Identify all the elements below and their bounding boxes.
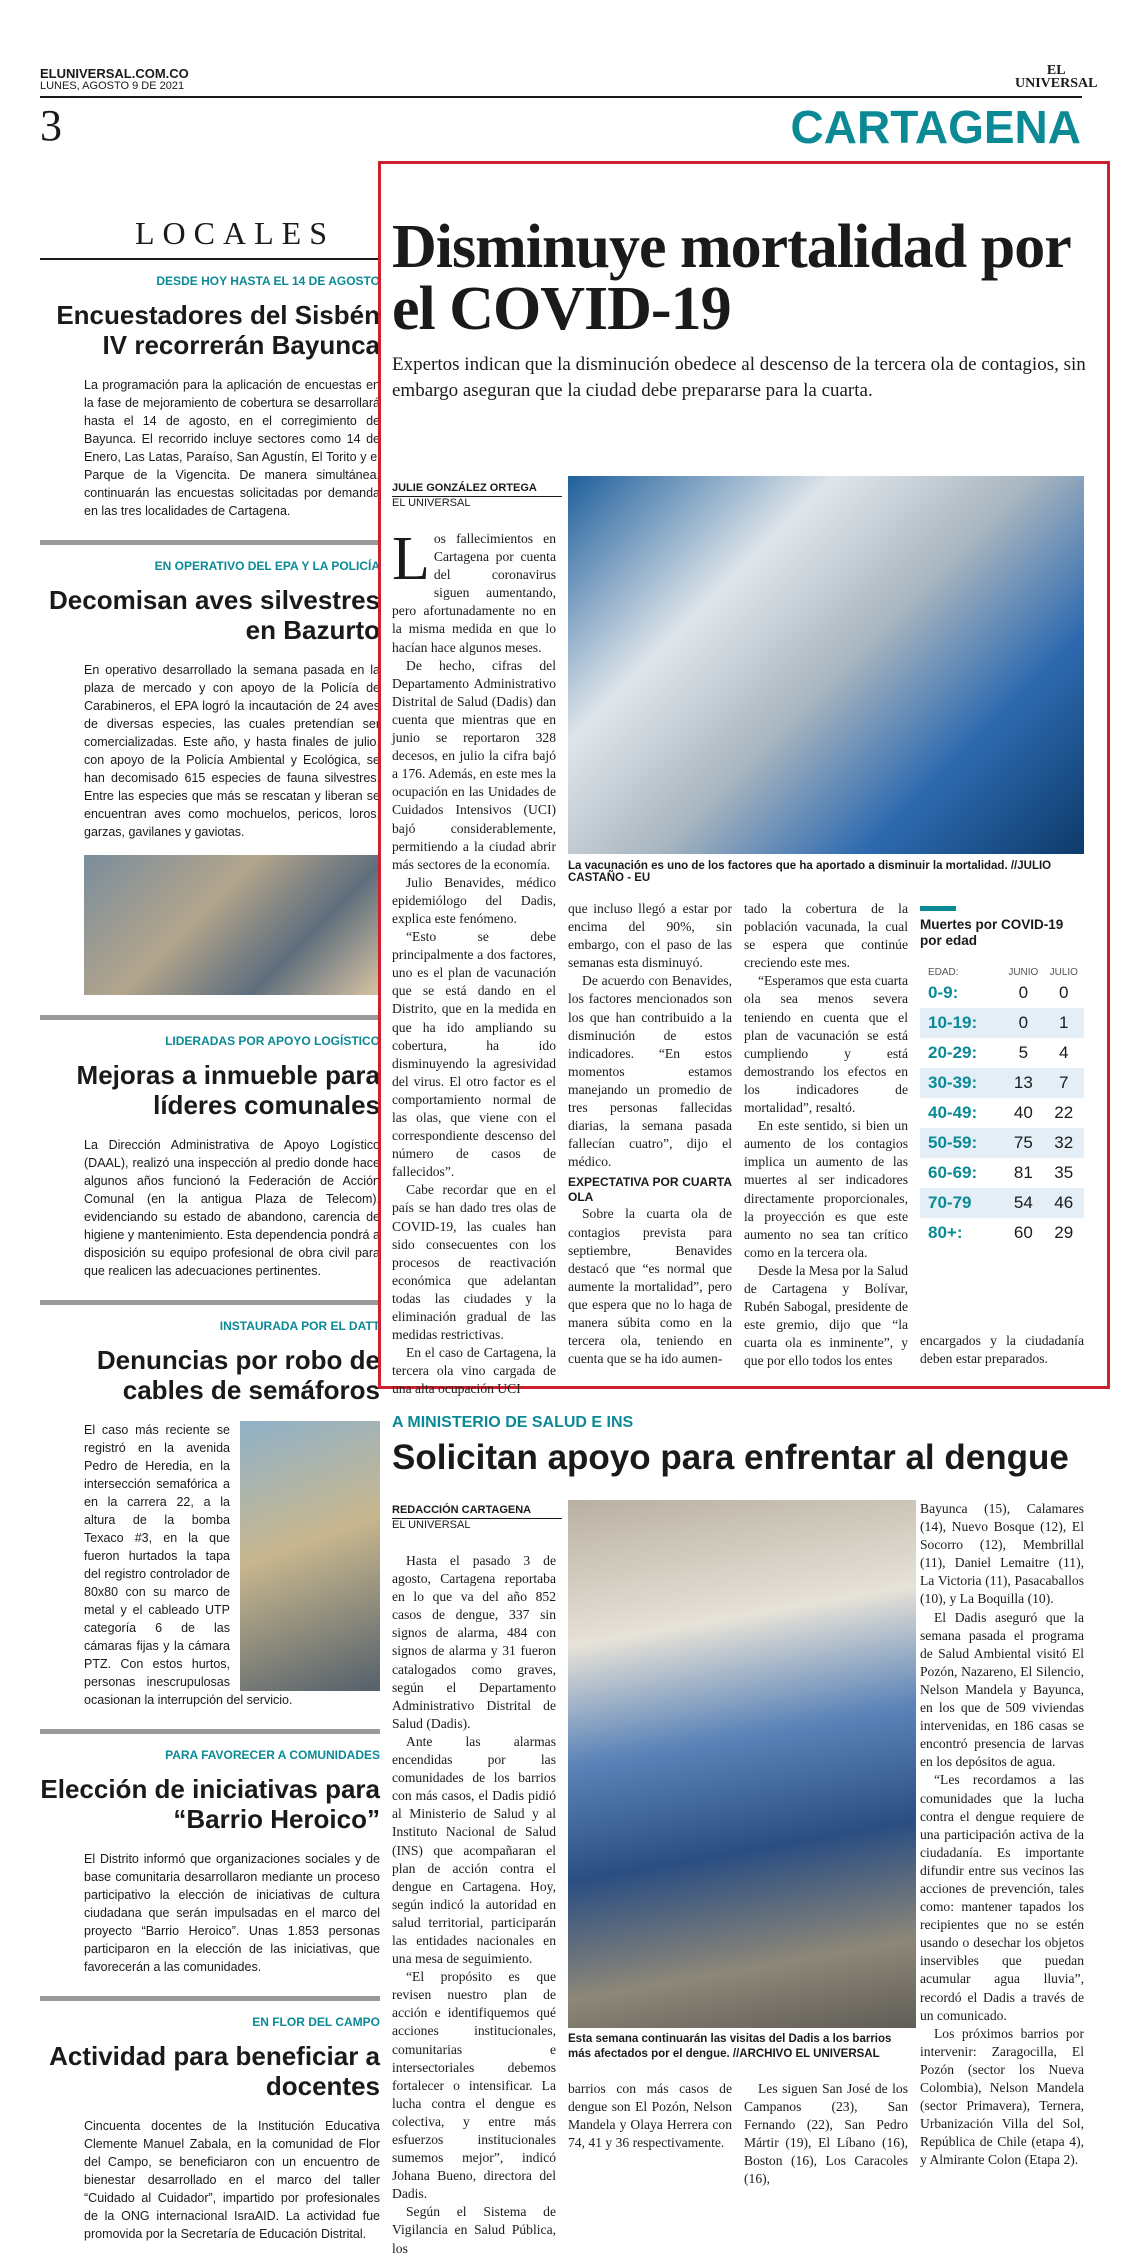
junio-cell: 0	[1018, 983, 1029, 1002]
table-title: Muertes por COVID-19 por edad	[920, 917, 1064, 948]
table-row	[920, 1068, 1084, 1098]
second-column-3	[744, 2080, 908, 2230]
paragraph: Cabe recordar que en el país se han dado tres olas de COVID-19, las cuales han sido consecuentes con los procesos de reactivación económica que adelantan todas las ciudades y la eliminación gradual de las medidas restrictivas.	[392, 1182, 556, 1343]
paragraph: De acuerdo con Benavides, los factores mencionados son los que han contribuido a la disminución de estos indicadores. “En estos momentos estamos manejando un promedio de tres personas fallecidas diarias, la semana pasada fallecían cuatro”, dijo el médico.	[568, 973, 732, 1170]
dengue-visit-photo	[568, 1500, 916, 2028]
item-divider	[40, 1729, 380, 1734]
junio-cell: 81	[1013, 1163, 1033, 1182]
paragraph: De hecho, cifras del Departamento Administrativo Distrital de Salud (Dadis) dan cuenta que mientras que en junio se reportaron 328 decesos, en julio la cifra bajó a 176. Además, en este mes la ocupación en las Unidades de Cuidados Intensivos (UCI) bajó considerablemente, permitiendo a la ciudad abrir más sectores de la economía.	[392, 657, 556, 872]
paragraph: barrios con más casos de dengue son El Pozón, Nelson Mandela y Olaya Herrera con 74, 41 y 36 respectivamente.	[568, 2081, 732, 2151]
market-photo	[84, 855, 380, 995]
drop-cap: L	[392, 525, 430, 593]
paragraph: “Les recordamos a las comunidades que la lucha contra el dengue requiere de una participación activa de la ciudadanía. Es importante difundir entre sus vecinos las acciones de prevención, tales como: mantener tapados los recipientes que no se estén usando o desechar los objetos inservibles que puedan acumular agua lluvia”, recordó el Dadis a través de un comunicado.	[920, 1772, 1084, 2023]
table-row	[920, 1158, 1084, 1188]
paragraph: tado la cobertura de la población vacunada, la cual se espera que continúe creciendo este mes.	[744, 901, 908, 971]
sidebar-title-rule	[40, 258, 380, 260]
logo-line-1: EL	[1046, 63, 1066, 78]
main-byline: JULIE GONZÁLEZ ORTEGA	[392, 482, 562, 497]
julio-cell: 46	[1054, 1193, 1074, 1212]
sidebar-title: LOCALES	[135, 215, 335, 251]
item-kicker: EN OPERATIVO DEL EPA Y LA POLICÍA	[154, 559, 380, 573]
paragraph: Ante las alarmas encendidas por las comunidades de los barrios con más casos, el Dadis pidió al Ministerio de Salud y al Instituto Nacional de Salud (INS) que acompañaran el plan de acción contra el dengue en Cartagena. Hoy, según indicó la autoridad en salud territorial, participarán las entidades nacionales en una mesa de seguimiento.	[392, 1733, 556, 1967]
second-column-2	[568, 2080, 732, 2230]
item-headline: Actividad para beneficiar a docentes	[49, 2041, 380, 2101]
item-kicker: PARA FAVORECER A COMUNIDADES	[165, 1748, 380, 1762]
paragraph: que incluso llegó a estar por encima del 90%, sin embargo, con el paso de las semanas esta disminuyó.	[568, 901, 732, 971]
item-headline: Decomisan aves silvestres en Bazurto	[49, 585, 380, 645]
paragraph: Según el Sistema de Vigilancia en Salud Pública, los	[392, 2204, 556, 2256]
item-headline: Elección de iniciativas para “Barrio Heroico”	[40, 1774, 380, 1834]
julio-cell: 35	[1054, 1163, 1074, 1182]
header-junio: JUNIO	[1008, 967, 1039, 978]
table-row	[920, 1188, 1084, 1218]
item-body: El Distrito informó que organizaciones sociales y de base comunitaria desarrollaron mediante un proceso participativo la elección de iniciativas de cultura ciudadana que serán impulsadas en el marco del proyecto “Barrio Heroico”. Unas 1.853 personas participaron en la elección de las iniciativas, que favorecerán a las comunidades.	[84, 1852, 380, 1974]
paragraph: “Esperamos que esta cuarta ola sea menos severa teniendo en cuenta que el plan de vacunación se está cumpliendo y está demostrando los efectos en los indicadores de mortalidad”, resaltó.	[744, 973, 908, 1116]
item-divider	[40, 540, 380, 545]
age-cell: 50-59:	[928, 1133, 978, 1152]
paragraph: Bayunca (15), Calamares (14), Nuevo Bosque (12), El Socorro (12), Membrillal (11), Daniel Lemaitre (11), La Victoria (11), Pasacaballos (10), y La Boquilla (10).	[920, 1501, 1084, 1607]
logo-line-2: UNIVERSAL	[1015, 76, 1098, 91]
header-rule	[40, 96, 1082, 98]
sidebar-locales	[40, 205, 380, 2241]
paragraph: “Esto se debe principalmente a dos factores, uno es el plan de vacunación que se está dando en el Distrito, que en la medida en que ha ido ampliando su cobertura, ha ido disminuyendo la agresividad del virus. El otro factor es el comportamiento normal de las olas, que viene con el correspondiente descenso del número de casos de fallecidos”.	[392, 929, 556, 1180]
age-cell: 0-9:	[928, 983, 959, 1002]
lead-text: os fallecimientos en Cartagena por cuenta del coronavirus siguen aumentando, pero afortunadamente no en la misma medida en que lo hacían hace algunos meses.	[392, 531, 556, 655]
age-cell: 20-29:	[928, 1043, 978, 1062]
item-body: Cincuenta docentes de la Institución Educativa Clemente Manuel Zabala, en la comunidad de Flor del Campo, se beneficiaron con un encuentro de bienestar desarrollado en el marco del taller “Cuidado al Cuidador”, impartido por profesionales de la ONG internacional IsraAID. La actividad fue promovida por la Secretaría de Educación Distrital.	[84, 2119, 380, 2241]
main-byline-org: EL UNIVERSAL	[392, 497, 471, 509]
second-kicker: A MINISTERIO DE SALUD E INS	[392, 1414, 634, 1431]
second-column-4	[920, 1500, 1084, 2230]
second-byline: REDACCIÓN CARTAGENA	[392, 1504, 562, 1519]
item-body: En operativo desarrollado la semana pasada en la plaza de mercado y con apoyo de la Policía de Carabineros, el EPA logró la incautación de 24 aves de diversas especies, las cuales pretendían ser comercializadas. Este año, y hasta finales de julio, con apoyo de la Policía Ambiental y Ecológica, se han decomisado 615 especies de fauna silvestres. Entre las especies que más se rescatan y liberan se encuentran aves como mochuelos, pericos, loros, garzas, gavilanes y gaviotas.	[84, 663, 380, 839]
item-headline: Denuncias por robo de cables de semáforos	[96, 1345, 380, 1405]
table-row	[920, 978, 1084, 1008]
paragraph: En este sentido, si bien un aumento de los contagios implica un aumento de las muertes al ser indicadores directamente proporcionales, la proyección es que este aumento no sea tan crítico como en la tercera ola.	[744, 1118, 908, 1260]
main-photo-caption: La vacunación es uno de los factores que ha aportado a disminuir la mortalidad. //JULIO CASTAÑO - EU	[568, 860, 1052, 884]
paragraph: “El propósito es que revisen nuestro plan de acción e identifiquemos qué acciones institucionales, comunitarias e intersectoriales debemos fortalecer o intensificar. La lucha contra el dengue es colectiva, y entre más esfuerzos institucionales sumemos mejor”, indicó Johana Bueno, directora del Dadis.	[392, 1969, 556, 2202]
paragraph: Sobre la cuarta ola de contagios prevista para septiembre, Benavides destacó que “es normal que aumente la mortalidad”, pero que espera que no lo haga de manera súbita como en la tercera ola, teniendo en cuenta que se ha ido aumen-	[568, 1206, 732, 1367]
item-body: La Dirección Administrativa de Apoyo Logístico (DAAL), realizó una inspección al predio donde hace algunos años funcionó la Federación de Acción Comunal (en la antigua Plaza de Telecom), evidenciando su estado de abandono, carencia de higiene y mantenimiento. Esta dependencia pondrá a disposición su equipo profesional de obra civil para que realicen las adecuaciones pertinentes.	[84, 1138, 380, 1278]
age-cell: 10-19:	[928, 1013, 978, 1032]
junio-cell: 13	[1013, 1073, 1033, 1092]
junio-cell: 54	[1013, 1193, 1033, 1212]
table-row	[920, 1218, 1084, 1248]
issue-date: LUNES, AGOSTO 9 DE 2021	[40, 80, 185, 92]
paragraph: El Dadis aseguró que la semana pasada el programa de Salud Ambiental visitó El Pozón, Nazareno, El Silencio, Nelson Mandela y Bayunca, en los que de 509 viviendas intervenidas, en 186 casas se encontró presencia de larvas en los depósitos de agua.	[920, 1609, 1084, 1770]
item-divider	[40, 1300, 380, 1305]
vaccination-photo	[568, 476, 1084, 854]
main-column-2	[568, 900, 732, 1367]
item-body: La programación para la aplicación de encuestas en la fase de mejoramiento de cobertura se desarrollará hasta el 14 de agosto, en el corregimiento de Bayunca. El recorrido incluye sectores como 14 de Enero, Las Latas, Paraíso, San Agustín, El Torito y el Parque de la Vigencita. De manera simultánea, continuarán las encuestas solicitadas por demanda en las tres localidades de Cartagena.	[84, 378, 380, 518]
main-dek: Expertos indican que la disminución obedece al descenso de la tercera ola de contagios, sin embargo aseguran que la ciudad debe prepararse para la cuarta.	[392, 354, 1086, 401]
paragraph: encargados y la ciudadanía deben estar preparados.	[920, 1333, 1084, 1367]
paragraph: Julio Benavides, médico epidemiólogo del Dadis, explica este fenómeno.	[392, 874, 556, 926]
sidebar-item-aves	[40, 559, 380, 1020]
junio-cell: 75	[1013, 1133, 1033, 1152]
paragraph: Desde la Mesa por la Salud de Cartagena y Bolívar, Rubén Sabogal, presidente de este gremio, dijo que “la cuarta ola es inminente”, y que por ello todos los entes	[744, 1262, 908, 1369]
julio-cell: 22	[1054, 1103, 1074, 1122]
age-cell: 60-69:	[928, 1163, 978, 1182]
age-cell: 70-79	[928, 1193, 972, 1212]
item-divider	[40, 1015, 380, 1020]
lead-paragraph	[392, 525, 556, 657]
junio-cell: 40	[1013, 1103, 1033, 1122]
paragraph: Los próximos barrios por intervenir: Zaragocilla, El Pozón (sector los Nueva Colombia), Nelson Mandela (sector Primavera), Ternera, Urbanización Villa del Sol, República de Chile (etapa 4), y Almirante Colon (Etapa 2).	[920, 2025, 1084, 2168]
julio-cell: 29	[1054, 1223, 1074, 1242]
table-header	[920, 967, 1084, 978]
second-byline-org: EL UNIVERSAL	[392, 1519, 471, 1531]
technician-photo	[240, 1421, 380, 1691]
second-headline: Solicitan apoyo para enfrentar al dengue	[392, 1438, 1069, 1477]
item-divider	[40, 1996, 380, 2001]
paragraph: En el caso de Cartagena, la tercera ola vino cargada de una alta ocupación UCI	[392, 1345, 556, 1397]
second-column-1	[392, 1552, 556, 2256]
deaths-by-age-table	[920, 906, 1084, 1248]
table-rows	[920, 978, 1084, 1248]
julio-cell: 4	[1059, 1043, 1069, 1062]
newspaper-logo	[1015, 64, 1097, 90]
table-accent-bar	[920, 906, 956, 911]
page-number: 3	[40, 101, 62, 150]
subhead: EXPECTATIVA POR CUARTA OLA	[568, 1175, 732, 1205]
table-row	[920, 1038, 1084, 1068]
paragraph: Les siguen San José de los Campanos (23), San Fernando (22), San Pedro Mártir (19), El Líbano (16), Boston (16), Los Caracoles (16),	[744, 2081, 908, 2187]
table-row	[920, 1128, 1084, 1158]
main-column-3	[744, 900, 908, 1369]
section-title: CARTAGENA	[790, 101, 1081, 153]
paragraph: Hasta el pasado 3 de agosto, Cartagena reportaba en lo que va del año 852 casos de dengue, 337 sin signos de alarma, 484 con signos de alarma y 31 fueron catalogados como graves, según el Departamento Administrativo Distrital de Salud (Dadis).	[392, 1553, 556, 1731]
header-age: EDAD:	[928, 967, 959, 978]
age-cell: 80+:	[928, 1223, 963, 1242]
item-body	[84, 1421, 380, 1709]
item-body-text: El caso más reciente se registró en la avenida Pedro de Heredia, en la intersección semafórica a en la carrera 22, a la altura de la bomba Texaco #3, en la que fueron hurtados la tapa del registro controlador de 80x80 con su marco de metal y el cableado UTP categoría 6 de las cámaras fijas y la cámara PTZ. Con estos hurtos, personas inescrupulosas ocasionan la interrupción del servicio.	[84, 1423, 293, 1707]
junio-cell: 5	[1018, 1043, 1029, 1062]
item-kicker: DESDE HOY HASTA EL 14 DE AGOSTO	[156, 274, 380, 288]
sidebar-item-sisben	[40, 274, 380, 545]
sidebar-item-docentes	[40, 2015, 380, 2243]
julio-cell: 7	[1059, 1073, 1069, 1092]
main-column-4	[920, 1332, 1084, 1372]
main-column-1	[392, 525, 556, 1397]
sidebar-item-cables	[40, 1319, 380, 1734]
main-headline: Disminuye mortalidad por el COVID-19	[392, 213, 1070, 343]
second-photo-caption: Esta semana continuarán las visitas del Dadis a los barrios más afectados por el dengue. //ARCHIVO EL UNIVERSAL	[568, 2033, 892, 2060]
junio-cell: 60	[1013, 1223, 1033, 1242]
age-cell: 30-39:	[928, 1073, 978, 1092]
julio-cell: 32	[1054, 1133, 1074, 1152]
sidebar-item-inmueble	[40, 1034, 380, 1305]
junio-cell: 0	[1018, 1013, 1029, 1032]
julio-cell: 0	[1059, 983, 1069, 1002]
item-headline: Encuestadores del Sisbén IV recorrerán Bayunca	[56, 300, 380, 360]
age-cell: 40-49:	[928, 1103, 978, 1122]
item-kicker: INSTAURADA POR EL DATT	[219, 1319, 380, 1333]
item-kicker: LIDERADAS POR APOYO LOGÍSTICO	[165, 1034, 380, 1048]
site-name: ELUNIVERSAL.COM.CO	[40, 66, 189, 81]
sidebar-item-barrio-heroico	[40, 1748, 380, 2001]
julio-cell: 1	[1059, 1013, 1069, 1032]
header-julio: JULIO	[1049, 967, 1078, 978]
item-kicker: EN FLOR DEL CAMPO	[252, 2015, 380, 2029]
table-row	[920, 1098, 1084, 1128]
item-headline: Mejoras a inmueble para líderes comunales	[76, 1060, 380, 1120]
table-row	[920, 1008, 1084, 1038]
